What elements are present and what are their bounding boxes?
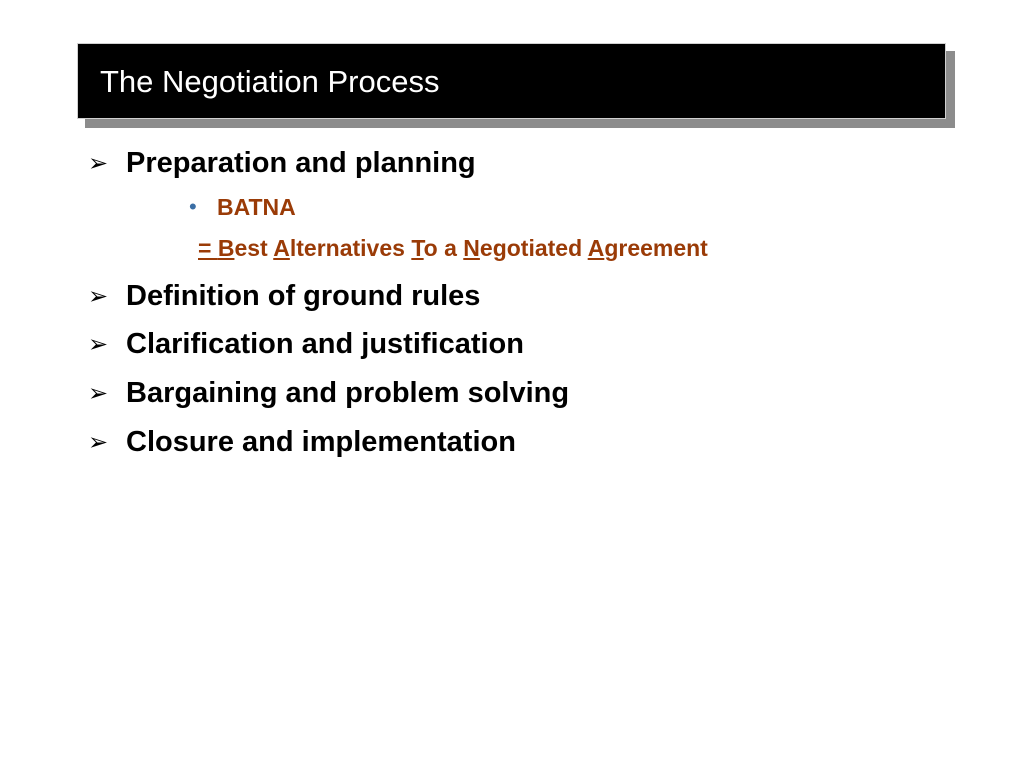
bullet-item (88, 276, 480, 316)
bullet-item (88, 422, 516, 462)
slide-title: The Negotiation Process (100, 64, 440, 99)
batna-expansion: = Best Alternatives To a Negotiated Agreement (198, 235, 708, 261)
bullet-text: Clarification and justification (126, 328, 524, 360)
arrow-bullet-icon: ➢ (88, 379, 109, 407)
bullet-text: Closure and implementation (126, 426, 516, 458)
sub-bullet-item (189, 192, 296, 222)
bullet-text: Bargaining and problem solving (126, 377, 570, 409)
arrow-bullet-icon: ➢ (88, 149, 109, 177)
arrow-bullet-icon: ➢ (88, 330, 109, 358)
bullet-item (88, 143, 476, 183)
arrow-bullet-icon: ➢ (88, 428, 109, 456)
arrow-bullet-icon: ➢ (88, 282, 109, 310)
title-bar (77, 43, 946, 119)
bullet-item (88, 373, 569, 413)
bullet-text: Preparation and planning (126, 147, 476, 179)
bullet-text: Definition of ground rules (126, 280, 481, 312)
dot-bullet-icon: • (189, 194, 197, 219)
sub-bullet-text: BATNA (217, 194, 296, 220)
bullet-item (88, 324, 524, 364)
